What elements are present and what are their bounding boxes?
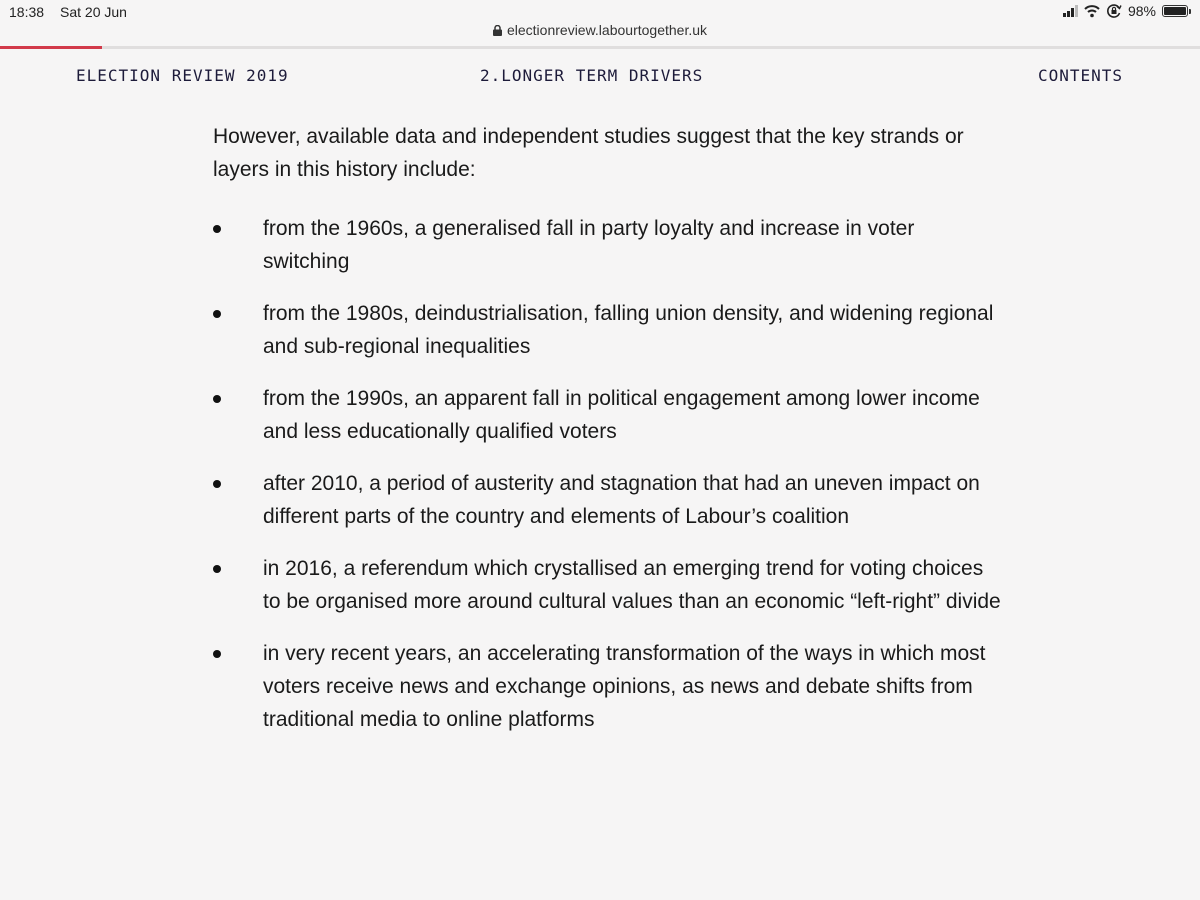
bullet-icon: [213, 395, 221, 403]
cellular-signal-icon: [1063, 5, 1078, 17]
battery-icon: [1162, 5, 1188, 17]
list-item-text: after 2010, a period of austerity and stagnation that had an uneven impact on different parts of the country and elements of Labour’s coalition: [263, 472, 980, 528]
site-title-link[interactable]: ELECTION REVIEW 2019: [76, 66, 289, 85]
list-item: [213, 637, 1003, 736]
article-body: [213, 120, 1003, 755]
section-title[interactable]: 2.LONGER TERM DRIVERS: [480, 66, 704, 85]
contents-link[interactable]: CONTENTS: [1037, 66, 1123, 85]
address-bar[interactable]: [0, 22, 1200, 42]
list-item-text: from the 1980s, deindustrialisation, falling union density, and widening regional and sub-regional inequalities: [263, 302, 994, 358]
lock-icon: [493, 25, 502, 36]
list-item-text: from the 1960s, a generalised fall in party loyalty and increase in voter switching: [263, 217, 915, 273]
list-item-text: in very recent years, an accelerating transformation of the ways in which most voters receive news and exchange opinions, as news and debate shifts from traditional media to online platforms: [263, 642, 986, 731]
battery-fill: [1164, 7, 1186, 15]
reading-progress-bar: [0, 46, 1200, 49]
list-item: [213, 382, 1003, 448]
status-bar: [0, 0, 1200, 24]
site-header: [0, 60, 1200, 90]
reading-progress-fill: [0, 46, 102, 49]
url-text[interactable]: electionreview.labourtogether.uk: [506, 22, 708, 38]
bullet-icon: [213, 565, 221, 573]
list-item: [213, 297, 1003, 363]
status-time: 18:38: [9, 4, 45, 20]
drivers-list: [213, 212, 1003, 736]
bullet-icon: [213, 650, 221, 658]
status-indicators: [1063, 3, 1188, 19]
orientation-lock-icon: [1106, 4, 1122, 18]
bullet-icon: [213, 480, 221, 488]
list-item: [213, 552, 1003, 618]
list-item-text: in 2016, a referendum which crystallised an emerging trend for voting choices to be organised more around cultural values than an economic “left-right” divide: [263, 557, 1001, 613]
wifi-icon: [1084, 4, 1100, 18]
list-item-text: from the 1990s, an apparent fall in political engagement among lower income and less educationally qualified voters: [263, 387, 980, 443]
bullet-icon: [213, 225, 221, 233]
list-item: [213, 212, 1003, 278]
bullet-icon: [213, 310, 221, 318]
status-date: Sat 20 Jun: [60, 4, 127, 20]
battery-percent: 98%: [1127, 3, 1156, 19]
list-item: [213, 467, 1003, 533]
intro-paragraph: However, available data and independent studies suggest that the key strands or layers in this history include:: [213, 125, 964, 181]
